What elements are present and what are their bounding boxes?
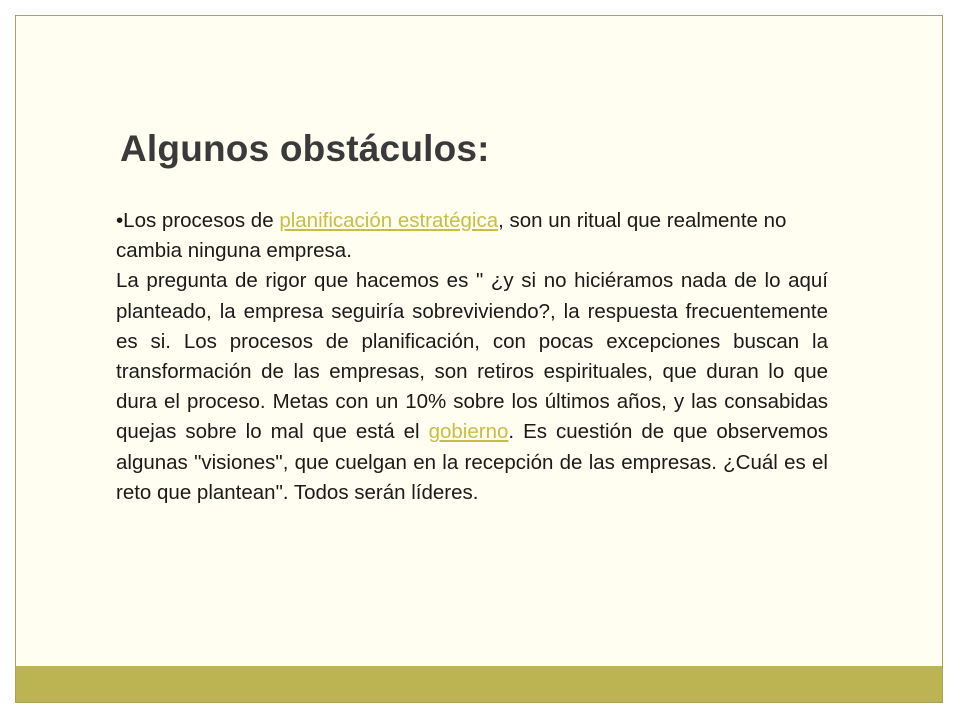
planificacion-estrategica-link[interactable]: planificación estratégica xyxy=(279,209,499,232)
bullet-suffix: , son un ritual que realmente no cambia ninguna empresa. xyxy=(116,209,787,263)
bullet-prefix: •Los procesos de xyxy=(116,209,280,232)
paragraph-part2: . Es cuestión de que observemos algunas "visiones", que cuelgan en la recepción de las empresas. ¿Cuál es el reto que plantean". Todos serán líderes. xyxy=(116,420,829,504)
gobierno-link[interactable]: gobierno xyxy=(428,420,509,444)
slide-title: Algunos obstáculos: xyxy=(120,128,490,169)
footer-bar xyxy=(16,666,942,702)
paragraph-part1: La pregunta de rigor que hacemos es " ¿y si no hiciéramos nada de lo aquí planteado, la empresa seguiría sobreviviendo?, la respuesta frecuentemente es si. Los procesos de planificación, con pocas excepciones buscan la transformación de las empresas, son retiros espirituales, que duran lo que dura el proceso. Metas con un 10% sobre los últimos años, y las consabidas quejas sobre lo mal que está el xyxy=(116,269,828,444)
main-paragraph xyxy=(116,266,828,508)
slide-frame xyxy=(15,15,943,703)
slide-body xyxy=(116,206,828,508)
bullet-paragraph xyxy=(116,206,828,266)
